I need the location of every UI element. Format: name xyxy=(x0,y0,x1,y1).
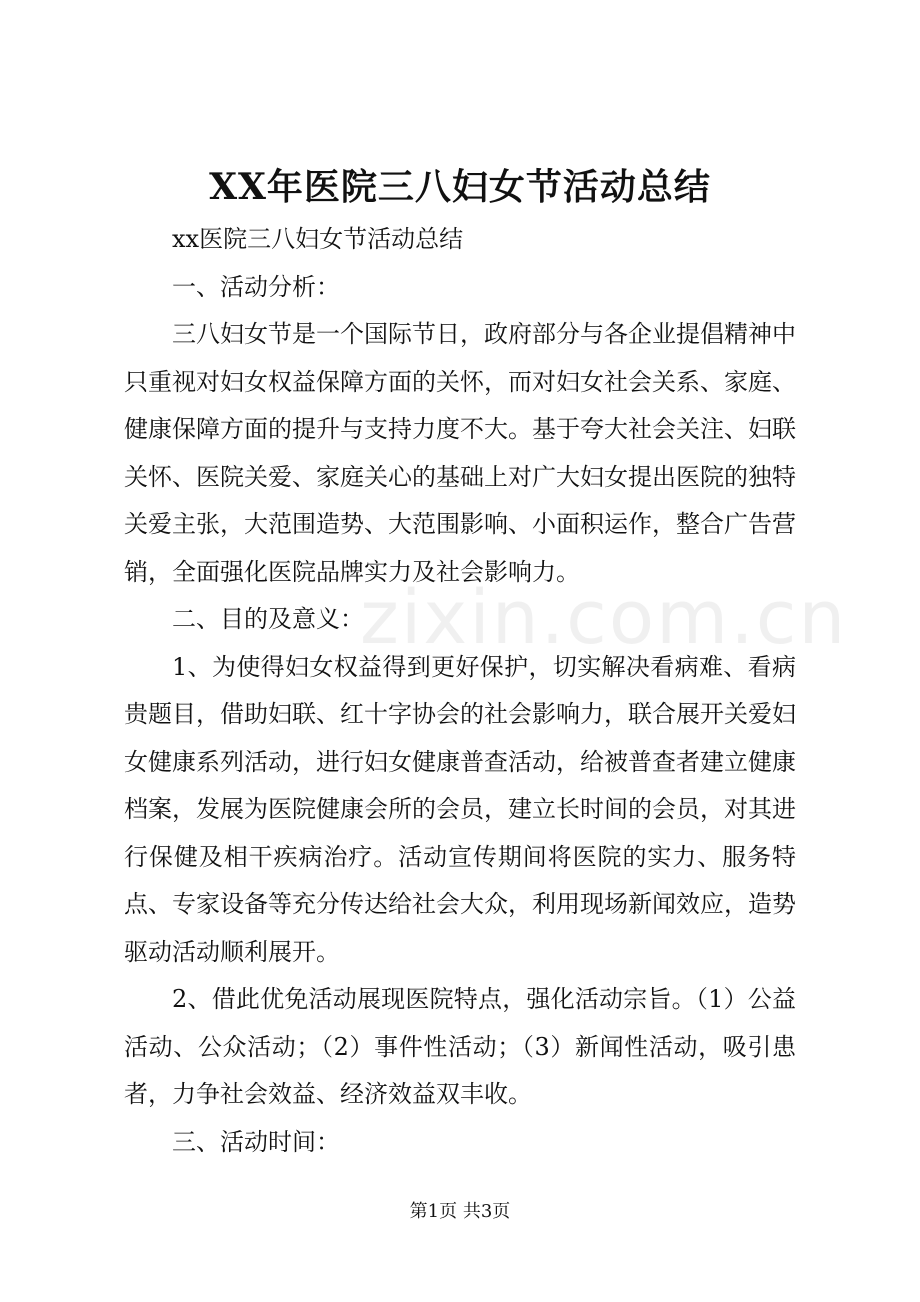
analysis-paragraph: 三八妇女节是一个国际节日，政府部分与各企业提倡精神中只重视对妇女权益保障方面的关怀，而对妇女社会关系、家庭、健康保障方面的提升与支持力度不大。基于夸大社会关注、妇联关怀、医院关爱、家庭关心的基础上对广大妇女提出医院的独特关爱主张，大范围造势、大范围影响、小面积运作，整合广告营销，全面强化医院品牌实力及社会影响力。 xyxy=(124,320,796,586)
section-heading-analysis: 一、活动分析： xyxy=(172,272,340,301)
document-title: XX年医院三八妇女节活动总结 xyxy=(209,166,711,208)
section-heading-purpose: 二、目的及意义： xyxy=(172,605,364,633)
document-body xyxy=(124,216,796,1166)
watermark: zixin.com.cn xyxy=(360,575,848,661)
subtitle-paragraph: xx医院三八妇女节活动总结 xyxy=(172,225,464,253)
purpose-paragraph-2: 2、借此优免活动展现医院特点，强化活动宗旨。（1）公益活动、公众活动；（2）事件性活动；（3）新闻性活动，吸引患者，力争社会效益、经济效益双丰收。 xyxy=(124,985,796,1108)
section-heading-time: 三、活动时间： xyxy=(172,1127,340,1156)
page-footer: 第1页 共3页 xyxy=(409,1201,511,1222)
purpose-paragraph-1: 1、为使得妇女权益得到更好保护，切实解决看病难、看病贵题目，借助妇联、红十字协会的社会影响力，联合展开关爱妇女健康系列活动，进行妇女健康普查活动，给被普查者建立健康档案，发展为医院健康会所的会员，建立长时间的会员，对其进行保健及相干疾病治疗。活动宣传期间将医院的实力、服务特点、专家设备等充分传达给社会大众，利用现场新闻效应，造势驱动活动顺利展开。 xyxy=(124,652,796,966)
